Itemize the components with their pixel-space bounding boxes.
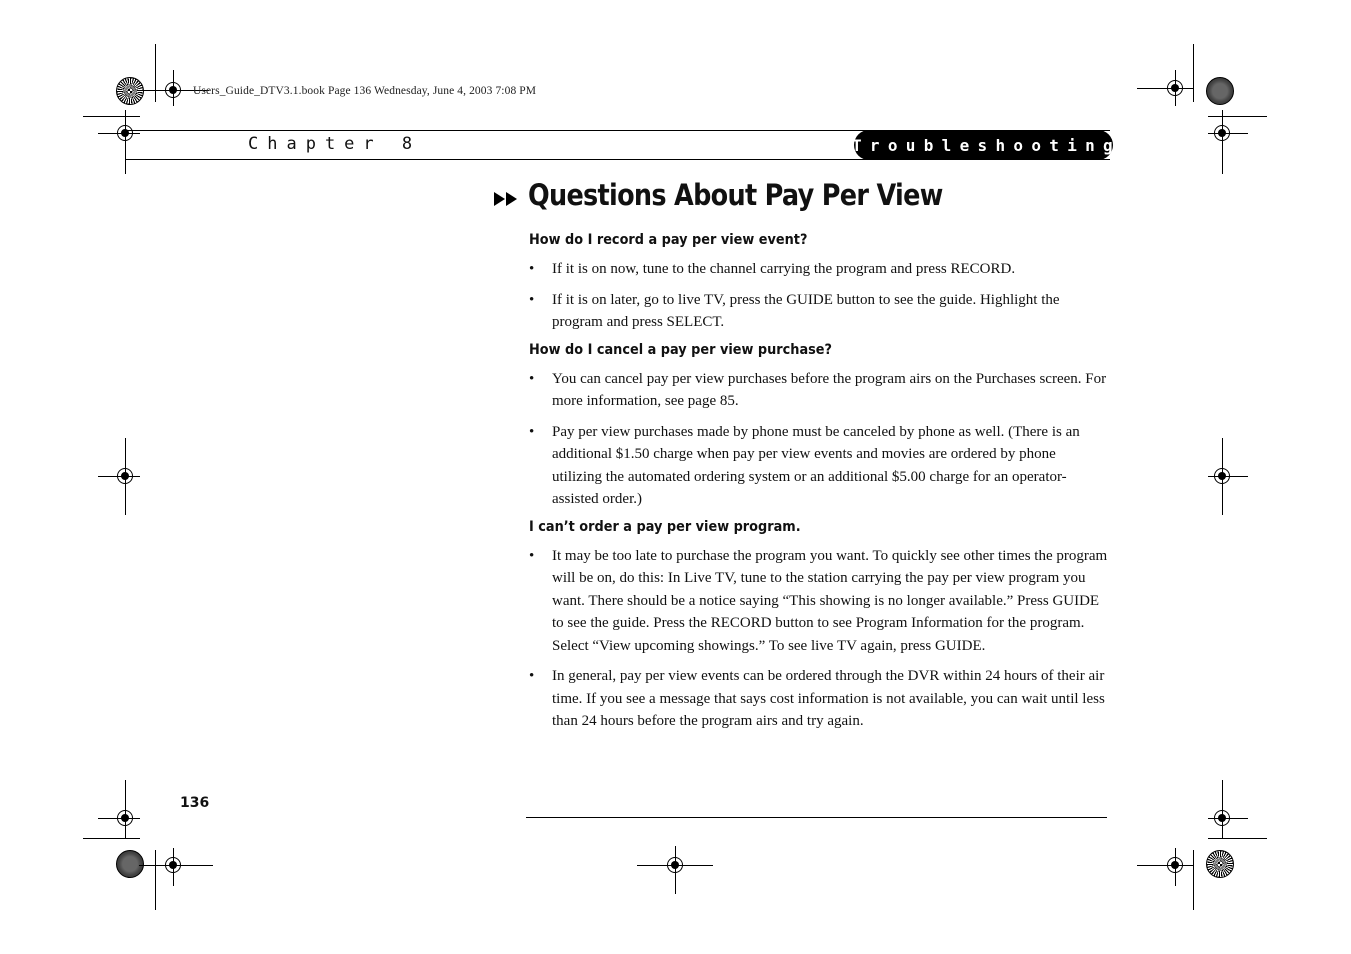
registration-target-dot xyxy=(169,86,177,94)
crop-mark xyxy=(155,850,156,910)
list-item xyxy=(529,368,1109,413)
list-item xyxy=(529,665,1109,733)
crop-mark xyxy=(1137,865,1193,866)
chapter-label: Chapter 8 xyxy=(248,134,422,154)
bullet-glyph: • xyxy=(529,423,535,440)
bullet-glyph: • xyxy=(529,668,535,684)
qa-section-order xyxy=(529,519,1109,733)
list-item-text: In general, pay per view events can be ordered through the DVR within 24 hours of their air time. If you see a message that says cost information is not available, you can wait until less than 24 hours before the program airs and try again. xyxy=(552,668,1105,729)
list-item xyxy=(529,545,1109,658)
answer-list xyxy=(529,545,1109,733)
page-number: 136 xyxy=(180,795,210,811)
list-item xyxy=(529,421,1109,511)
crop-mark xyxy=(1193,850,1194,910)
list-item xyxy=(529,289,1109,334)
registration-target-dot xyxy=(1171,84,1179,92)
list-item-text: It may be too late to purchase the program you want. To quickly see other times the program will be on, do this: In Live TV, tune to the station carrying the pay per view program you want. There should be a notice saying “This showing is no longer available.” Press GUIDE to see the guide. Press the RECORD button to see Program Information for the program. Select “View upcoming showings.” To see live TV again, press GUIDE. xyxy=(552,547,1108,654)
list-item-text: If it is on now, tune to the channel carrying the program and press RECORD. xyxy=(552,261,1016,277)
list-item-text: If it is on later, go to live TV, press the GUIDE button to see the guide. Highlight the program and press SELECT. xyxy=(552,291,1060,330)
crop-mark xyxy=(125,110,126,174)
crop-mark xyxy=(1222,110,1223,174)
content xyxy=(529,232,1109,741)
registration-target-dot xyxy=(1218,129,1226,137)
page-title: Questions About Pay Per View xyxy=(528,178,943,212)
crop-mark xyxy=(83,838,140,839)
section-tab-label: Troubleshooting xyxy=(852,135,1121,155)
bullet-glyph: • xyxy=(529,261,535,277)
crop-mark xyxy=(1137,88,1193,89)
bullet-glyph: • xyxy=(529,547,535,564)
question-heading: I can’t order a pay per view program. xyxy=(529,518,801,535)
crop-mark xyxy=(155,44,156,102)
registration-starburst-icon xyxy=(1206,850,1234,878)
registration-starburst-icon xyxy=(116,77,144,105)
section-tab xyxy=(852,130,1121,160)
question-heading: How do I cancel a pay per view purchase? xyxy=(529,341,833,358)
crop-mark xyxy=(1208,116,1267,117)
print-slug: Users_Guide_DTV3.1.book Page 136 Wednesday, June 4, 2003 7:08 PM xyxy=(193,85,537,97)
registration-target-dot xyxy=(1218,814,1226,822)
answer-list xyxy=(529,258,1109,334)
crop-mark xyxy=(1193,44,1194,102)
qa-section-record xyxy=(529,232,1109,334)
answer-list xyxy=(529,368,1109,511)
double-arrow-icon xyxy=(494,191,520,207)
question-heading: How do I record a pay per view event? xyxy=(529,232,808,248)
registration-target-dot xyxy=(1171,861,1179,869)
crop-mark xyxy=(83,116,140,117)
crop-mark xyxy=(1222,780,1223,838)
list-item-text: Pay per view purchases made by phone must be canceled by phone as well. (There is an additional $1.50 charge when pay per view events and movies are ordered by phone utilizing the automated ordering system or an additional $5.00 charge for an operator-assisted order.) xyxy=(552,423,1080,507)
list-item-text: You can cancel pay per view purchases before the program airs on the Purchases screen. For more information, see page 85. xyxy=(552,370,1107,409)
registration-target-dot xyxy=(121,814,129,822)
bullet-glyph: • xyxy=(529,291,535,308)
registration-target-dot xyxy=(169,861,177,869)
registration-starburst-icon xyxy=(1206,77,1234,105)
bullet-glyph: • xyxy=(529,370,535,387)
registration-target-dot xyxy=(121,472,129,480)
crop-mark xyxy=(1208,838,1267,839)
registration-starburst-icon xyxy=(116,850,144,878)
registration-target-dot xyxy=(1218,472,1226,480)
crop-mark xyxy=(125,780,126,838)
qa-section-cancel xyxy=(529,342,1109,511)
footer-rule xyxy=(526,817,1107,818)
list-item xyxy=(529,258,1109,281)
registration-target-dot xyxy=(671,861,679,869)
